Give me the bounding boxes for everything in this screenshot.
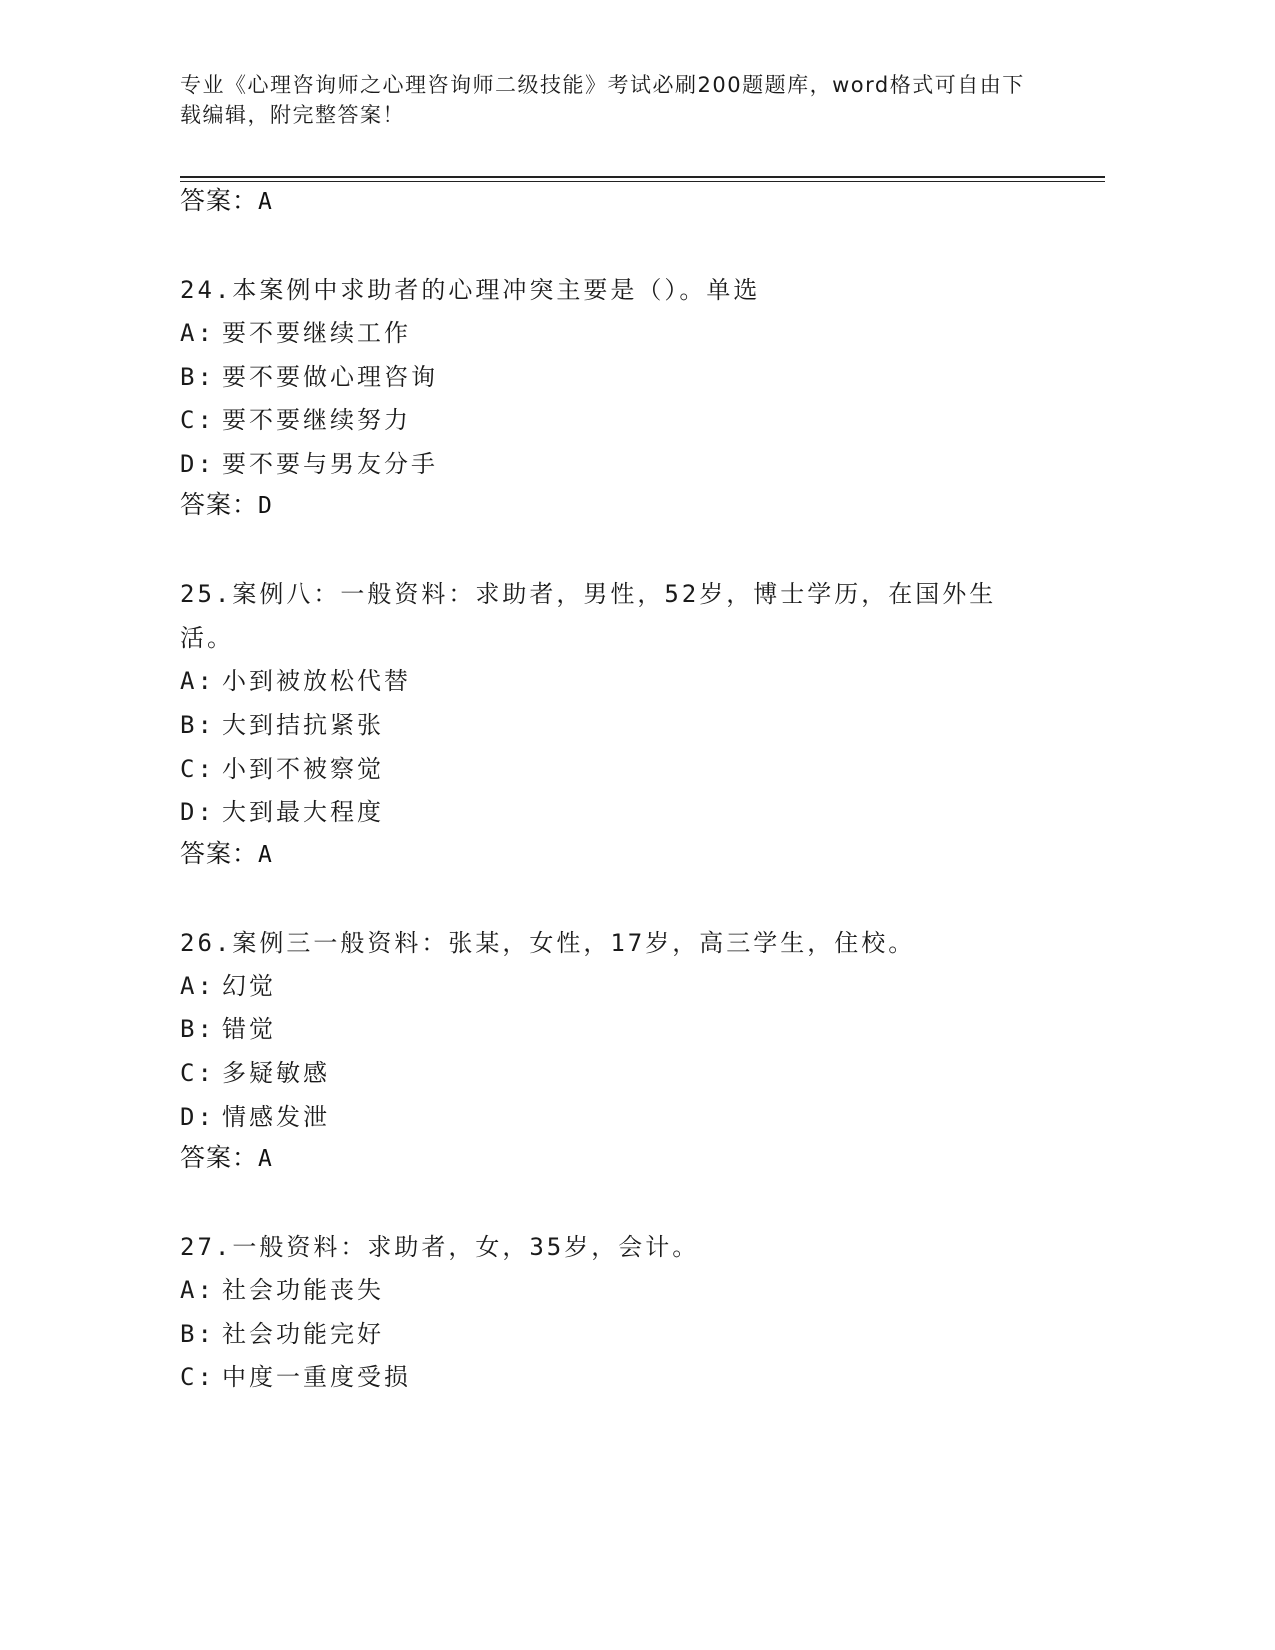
option-text: 中度一重度受损 [222,1363,411,1392]
question-block [180,921,1105,1177]
option-key: A: [180,319,215,347]
option-text: 小到不被察觉 [222,754,384,783]
option-text: 错觉 [222,1015,276,1044]
answer-value: A [258,841,273,868]
question-option [180,748,1105,792]
question-option [180,791,1105,835]
answer-value: A [258,189,273,215]
answer-value: A [258,1146,273,1173]
answer-label: 答案： [180,1143,259,1173]
option-text: 社会功能完好 [222,1319,384,1348]
option-key: C: [180,406,215,435]
question-stem: 27.一般资料：求助者，女，35岁，会计。 [180,1233,700,1262]
option-text: 情感发泄 [222,1102,330,1131]
question-option [180,356,1105,400]
option-key: A: [180,1276,215,1305]
header-divider-thick [180,176,1105,178]
question-option [180,1269,1105,1313]
answer-line [180,1139,1105,1177]
question-option [180,1356,1105,1400]
question-option [180,704,1105,748]
option-text: 要不要与男友分手 [222,449,438,478]
question-option [180,1008,1105,1052]
question-option [180,399,1105,443]
question-block [180,1225,1105,1400]
option-key: D: [180,449,215,478]
option-text: 要不要做心理咨询 [222,362,438,391]
answer-value: D [258,493,273,520]
question-option [180,1096,1105,1140]
answer-line [180,182,1105,220]
answer-label: 答案： [180,838,259,868]
question-option [180,660,1105,704]
answer-label: 答案： [180,490,259,520]
option-text: 要不要继续工作 [222,319,411,347]
option-text: 要不要继续努力 [222,406,411,435]
option-text: 大到最大程度 [222,798,384,827]
option-key: B: [180,1015,215,1044]
question-block [180,268,1105,524]
option-text: 社会功能丧失 [222,1276,384,1305]
document-body [180,184,1105,1400]
option-key: B: [180,710,215,739]
option-key: A: [180,971,215,1000]
answer-line [180,835,1105,873]
option-key: C: [180,1058,215,1087]
option-key: C: [180,1363,215,1392]
question-option [180,312,1105,356]
question-option [180,1052,1105,1096]
option-key: B: [180,1319,215,1348]
answer-line [180,486,1105,524]
option-text: 小到被放松代替 [222,667,411,696]
option-text: 大到拮抗紧张 [222,710,384,739]
option-text: 多疑敏感 [222,1058,330,1087]
option-key: C: [180,754,215,783]
option-key: D: [180,798,215,827]
option-key: A: [180,667,215,696]
question-option [180,1313,1105,1357]
question-option [180,965,1105,1009]
question-stem: 24.本案例中求助者的心理冲突主要是（）。单选 [180,276,761,304]
option-key: B: [180,362,215,391]
question-block [180,572,1105,872]
document-header: 专业《心理咨询师之心理咨询师二级技能》考试必刷200题题库，word格式可自由下载编辑，附完整答案！ [180,73,1025,127]
question-stem: 26.案例三一般资料：张某，女性，17岁，高三学生，住校。 [180,928,916,957]
option-text: 幻觉 [222,971,276,1000]
question-option [180,443,1105,487]
option-key: D: [180,1102,215,1131]
answer-label: 答案： [180,186,259,215]
question-stem: 25.案例八：一般资料：求助者，男性，52岁，博士学历，在国外生活。 [180,580,997,653]
